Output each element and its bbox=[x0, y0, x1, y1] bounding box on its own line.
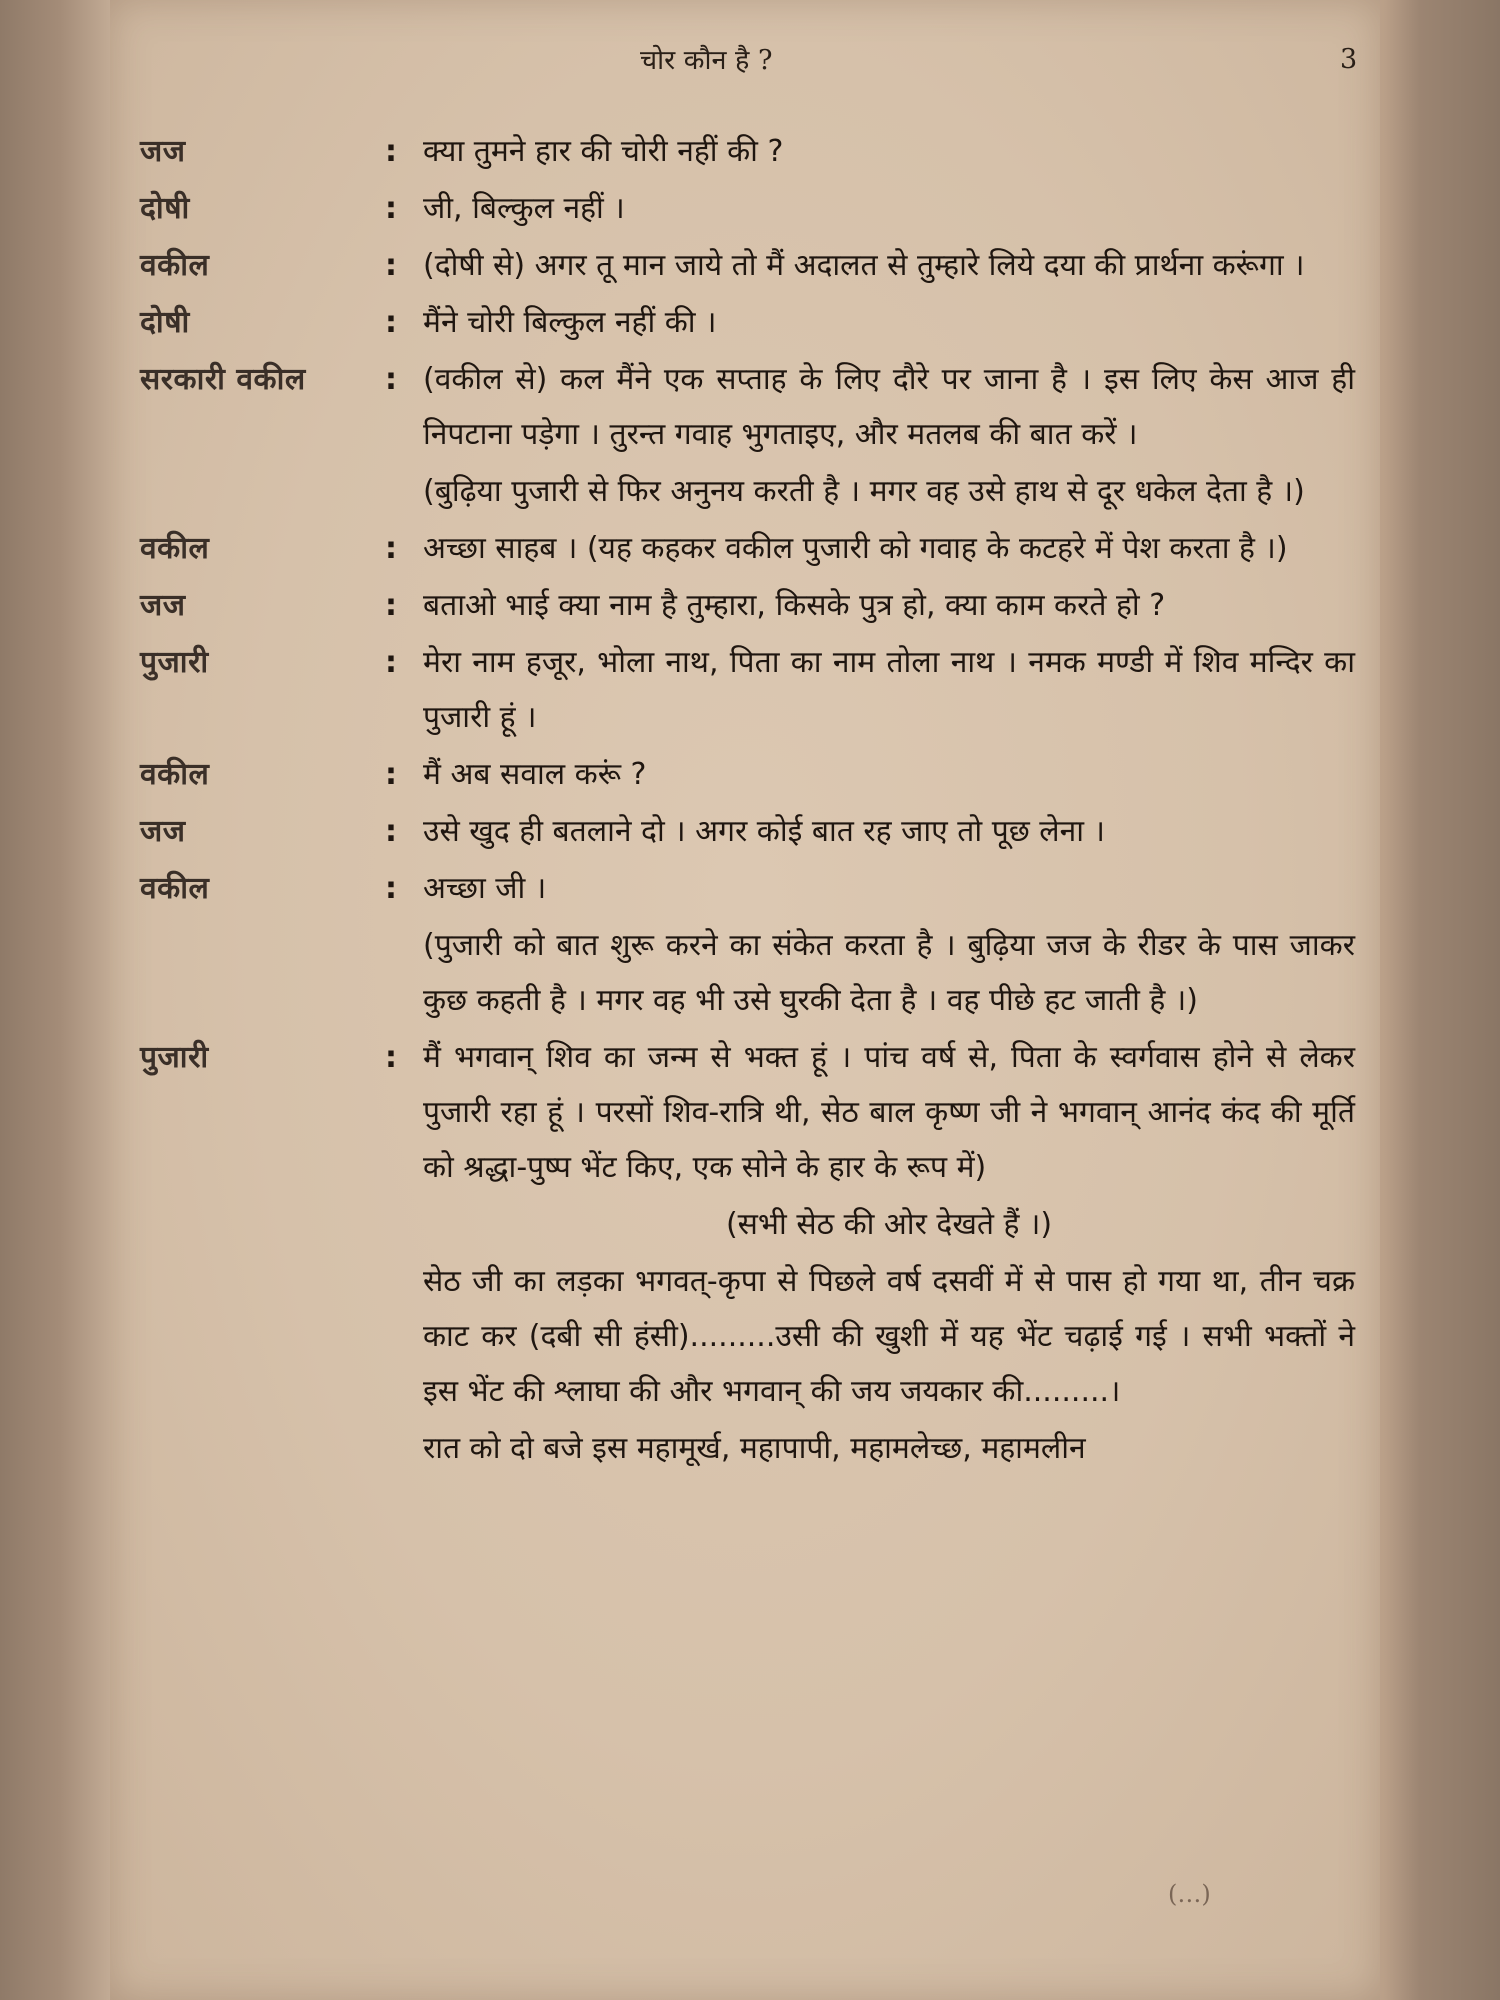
page-number: 3 bbox=[1340, 44, 1358, 75]
dialogue-line: अच्छा जी । bbox=[423, 871, 547, 906]
dialogue-entry bbox=[140, 181, 1355, 236]
dialogue-line: (दोषी से) अगर तू मान जाये तो मैं अदालत से तुम्हारे लिये दया की प्रार्थना करूंगा । bbox=[423, 248, 1305, 283]
dialogue-entry bbox=[140, 352, 1355, 462]
speaker-name: दोषी bbox=[140, 305, 190, 340]
dialogue-line: मैं अब सवाल करूं ? bbox=[423, 757, 647, 792]
speaker-name: पुजारी bbox=[140, 1040, 209, 1075]
dialogue-line: क्या तुमने हार की चोरी नहीं की ? bbox=[423, 134, 784, 169]
speaker-colon: : bbox=[385, 814, 397, 849]
dialogue-line: (वकील से) कल मैंने एक सप्ताह के लिए दौरे पर जाना है । इस लिए केस आज ही निपटाना पड़ेगा । तुरन्त गवाह भुगताइए, और मतलब की बात करें । bbox=[423, 362, 1355, 452]
dialogue-line: उसे खुद ही बतलाने दो । अगर कोई बात रह जाए तो पूछ लेना । bbox=[423, 814, 1105, 849]
speaker-colon: : bbox=[385, 757, 397, 792]
speaker-colon: : bbox=[385, 645, 397, 680]
dialogue-line: जी, बिल्कुल नहीं । bbox=[423, 191, 625, 226]
stage-direction: (सभी सेठ की ओर देखते हैं ।) bbox=[725, 1207, 1053, 1242]
dialogue-line: मैंने चोरी बिल्कुल नहीं की । bbox=[423, 305, 717, 340]
speaker-name: पुजारी bbox=[140, 645, 209, 680]
speaker-name: जज bbox=[140, 588, 186, 623]
dialogue-entry bbox=[140, 295, 1355, 350]
speaker-colon: : bbox=[385, 588, 397, 623]
dialogue-entry bbox=[140, 124, 1355, 179]
stage-direction: (बुढ़िया पुजारी से फिर अनुनय करती है । मगर वह उसे हाथ से दूर धकेल देता है ।) bbox=[423, 474, 1305, 509]
speaker-name: वकील bbox=[140, 531, 210, 566]
dialogue-entry bbox=[140, 238, 1355, 293]
dialogue-entry bbox=[140, 747, 1355, 802]
dialogue-entry bbox=[140, 521, 1355, 576]
dialogue-line: बताओ भाई क्या नाम है तुम्हारा, किसके पुत्र हो, क्या काम करते हो ? bbox=[423, 588, 1166, 623]
speaker-colon: : bbox=[385, 248, 397, 283]
speaker-colon: : bbox=[385, 531, 397, 566]
dialogue-continuation: सेठ जी का लड़का भगवत्-कृपा से पिछले वर्ष दसवीं में से पास हो गया था, तीन चक्र काट कर (दबी सी हंसी).........उसी की खुशी में यह भेंट चढ़ाई गई । सभी भक्तों ने इस भेंट की श्लाघा की और भगवान् की जय जयकार की.........। bbox=[423, 1264, 1355, 1409]
speaker-colon: : bbox=[385, 362, 397, 397]
dialogue-entry bbox=[140, 635, 1355, 745]
speaker-name: जज bbox=[140, 134, 186, 169]
dialogue-line: मेरा नाम हजूर, भोला नाथ, पिता का नाम तोला नाथ । नमक मण्डी में शिव मन्दिर का पुजारी हूं । bbox=[423, 645, 1355, 735]
script-body bbox=[140, 124, 1355, 1478]
speaker-colon: : bbox=[385, 871, 397, 906]
margin-annotation: (…) bbox=[1168, 1880, 1211, 1908]
dialogue-entry bbox=[140, 804, 1355, 859]
speaker-colon: : bbox=[385, 191, 397, 226]
speaker-name: वकील bbox=[140, 871, 210, 906]
stage-direction: (पुजारी को बात शुरू करने का संकेत करता है । बुढ़िया जज के रीडर के पास जाकर कुछ कहती है । मगर वह भी उसे घुरकी देता है । वह पीछे हट जाती है ।) bbox=[423, 928, 1355, 1018]
speaker-name: वकील bbox=[140, 248, 210, 283]
speaker-name: जज bbox=[140, 814, 186, 849]
dialogue-entry bbox=[140, 861, 1355, 916]
speaker-name: वकील bbox=[140, 757, 210, 792]
dialogue-entry bbox=[140, 1030, 1355, 1195]
speaker-name: सरकारी वकील bbox=[140, 362, 306, 397]
speaker-colon: : bbox=[385, 134, 397, 169]
dialogue-line: मैं भगवान् शिव का जन्म से भक्त हूं । पांच वर्ष से, पिता के स्वर्गवास होने से लेकर पुजारी रहा हूं । परसों शिव-रात्रि थी, सेठ बाल कृष्ण जी ने भगवान् आनंद कंद की मूर्ति को श्रद्धा-पुष्प भेंट किए, एक सोने के हार के रूप में) bbox=[423, 1040, 1355, 1185]
dialogue-line: अच्छा साहब । (यह कहकर वकील पुजारी को गवाह के कटहरे में पेश करता है ।) bbox=[423, 531, 1288, 566]
dialogue-continuation: रात को दो बजे इस महामूर्ख, महापापी, महामलेच्छ, महामलीन bbox=[423, 1431, 1086, 1466]
speaker-colon: : bbox=[385, 305, 397, 340]
running-title: चोर कौन है ? bbox=[640, 45, 773, 76]
dialogue-entry bbox=[140, 578, 1355, 633]
speaker-name: दोषी bbox=[140, 191, 190, 226]
speaker-colon: : bbox=[385, 1040, 397, 1075]
